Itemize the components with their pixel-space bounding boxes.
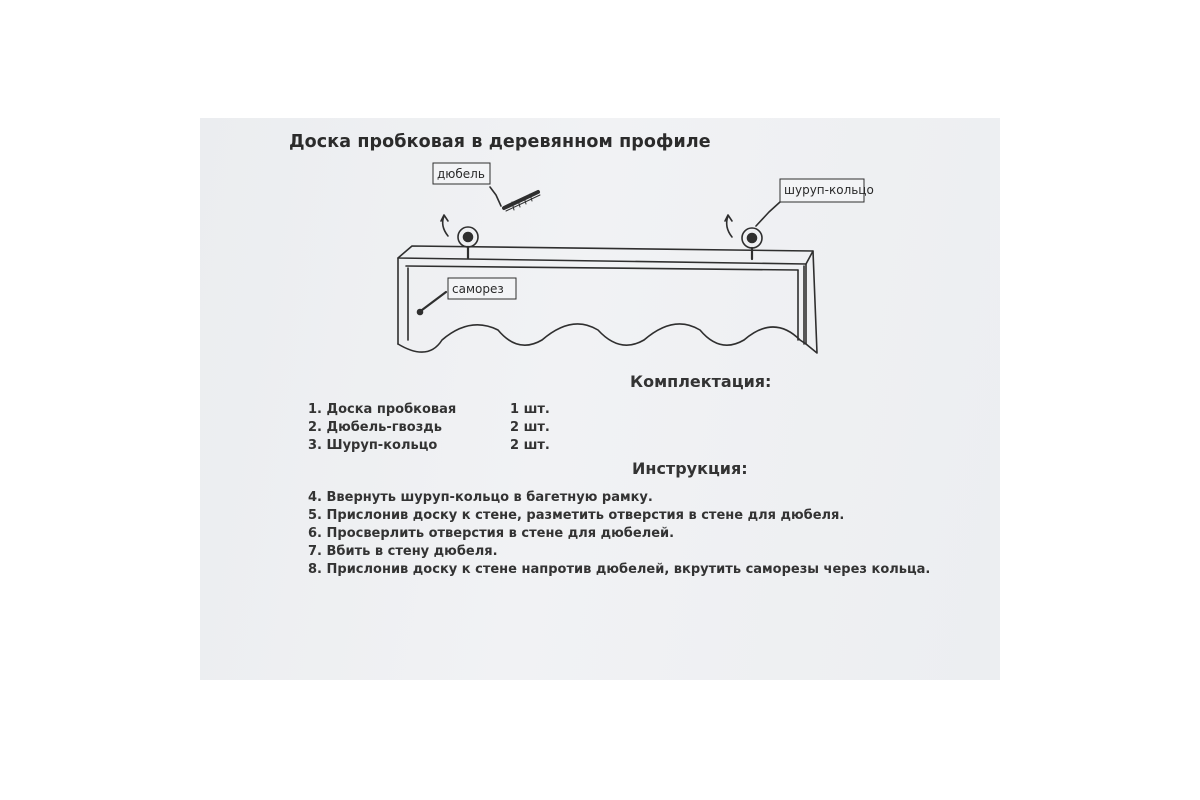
kit-list xyxy=(308,400,550,454)
instruction-steps xyxy=(308,489,930,579)
kit-item-qty: 1 шт. xyxy=(510,401,550,417)
self-tapping-screw-icon xyxy=(418,292,447,315)
kit-item-name: 2. Дюбель-гвоздь xyxy=(308,419,442,435)
instruction-step: 5. Прислонив доску к стене, разметить отверстия в стене для дюбеля. xyxy=(308,508,845,523)
instructions-heading: Инструкция: xyxy=(632,459,748,478)
eye-screw-right-icon xyxy=(725,215,762,259)
kit-heading: Комплектация: xyxy=(630,372,772,391)
instruction-step: 4. Ввернуть шуруп-кольцо в багетную рамку. xyxy=(308,490,653,505)
instruction-sheet xyxy=(200,118,1000,680)
dowel-nail-icon xyxy=(504,192,540,211)
kit-item-name: 1. Доска пробковая xyxy=(308,401,457,417)
callout-eye-screw-label: шуруп-кольцо xyxy=(784,183,874,197)
callout-dowel-label: дюбель xyxy=(437,167,485,181)
board-scalloped-edge xyxy=(398,324,806,352)
cork-board-diagram xyxy=(200,118,1000,378)
kit-item xyxy=(308,400,550,418)
instruction-step: 6. Просверлить отверстия в стене для дюбелей. xyxy=(308,526,675,541)
instruction-step: 7. Вбить в стену дюбеля. xyxy=(308,544,498,559)
kit-item xyxy=(308,436,550,454)
eye-screw-left-icon xyxy=(441,215,478,258)
callout-self-tapping-screw-label: саморез xyxy=(452,282,504,296)
kit-item xyxy=(308,418,550,436)
kit-item-qty: 2 шт. xyxy=(510,419,550,435)
document-title: Доска пробковая в деревянном профиле xyxy=(289,132,711,152)
kit-item-qty: 2 шт. xyxy=(510,437,550,453)
instruction-step: 8. Прислонив доску к стене напротив дюбелей, вкрутить саморезы через кольца. xyxy=(308,562,931,577)
kit-item-name: 3. Шуруп-кольцо xyxy=(308,437,438,453)
